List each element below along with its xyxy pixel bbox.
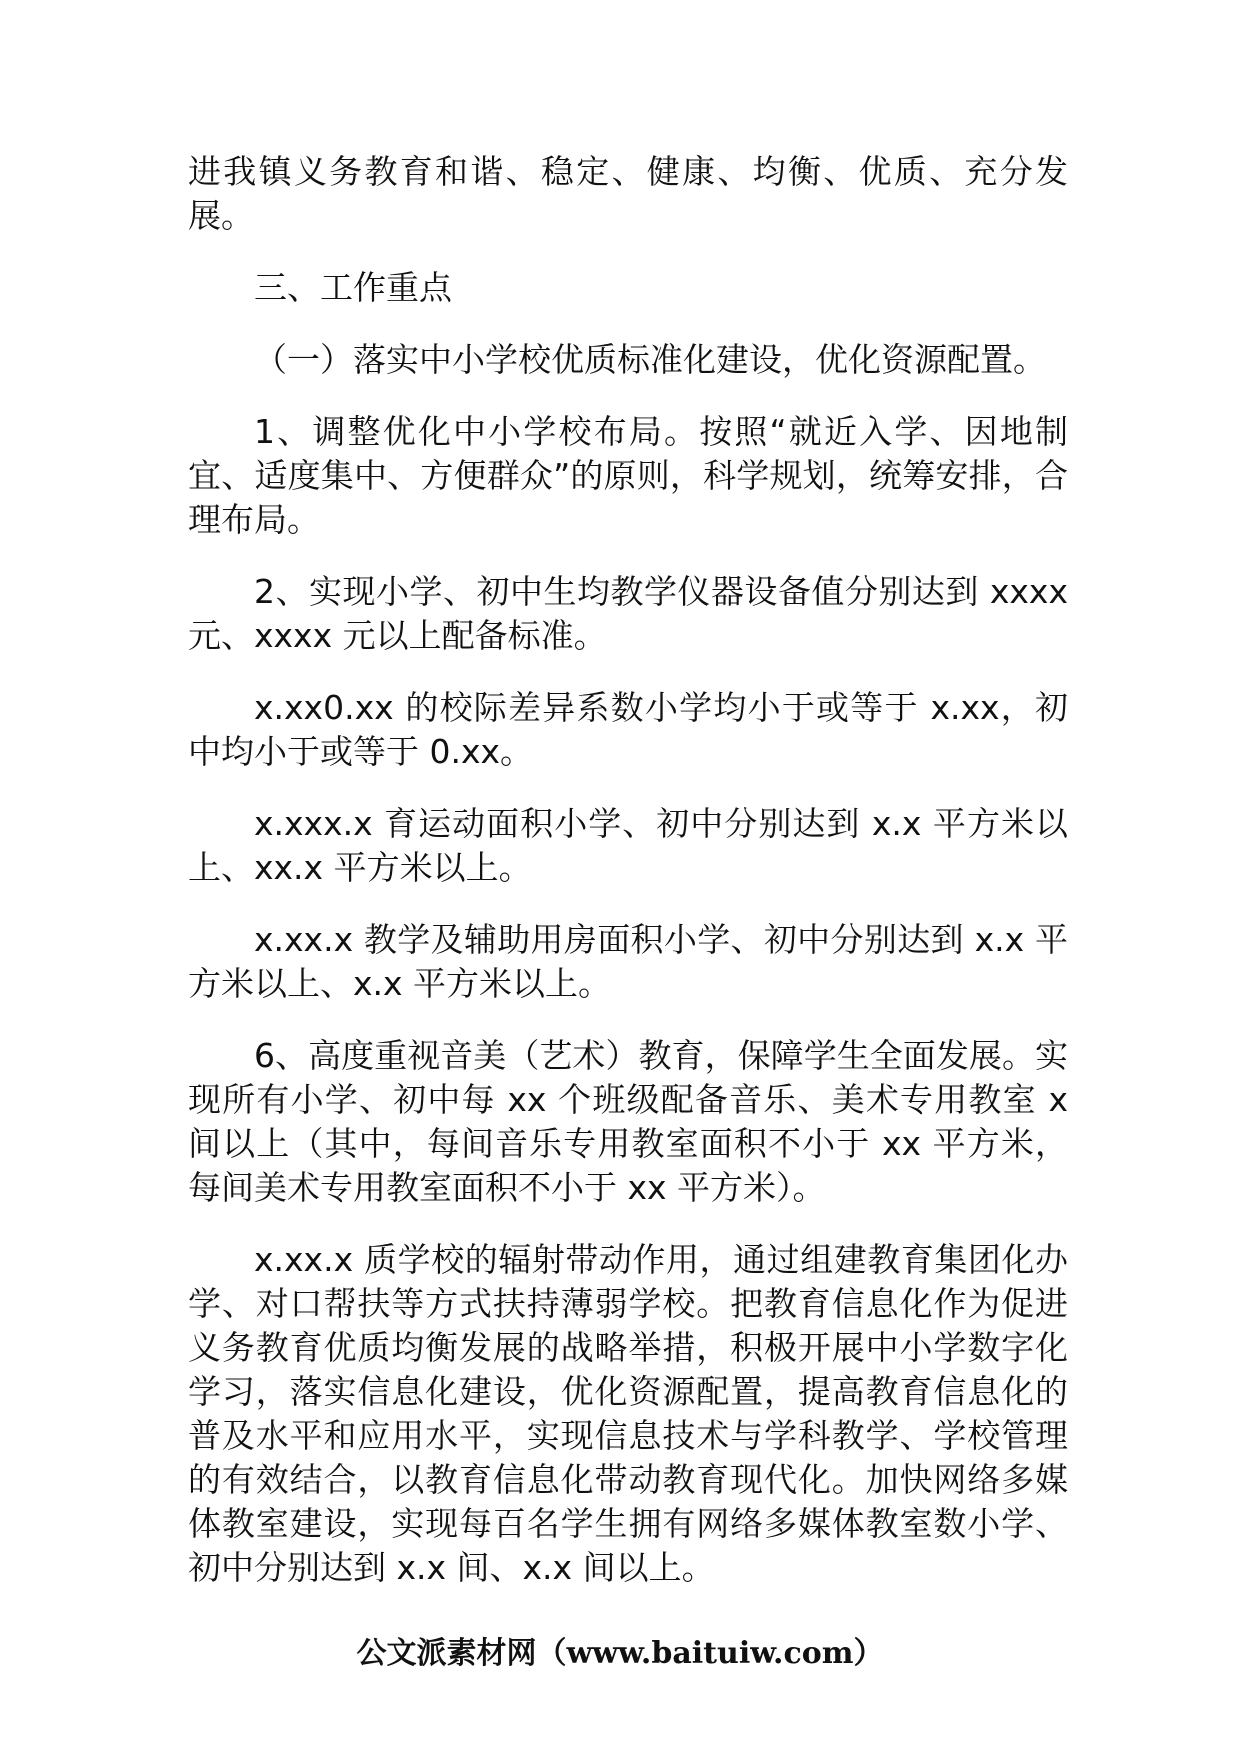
footer-watermark: 公文派素材网（www.baituiw.com）	[356, 1636, 884, 1671]
document-body	[188, 150, 1068, 1618]
paragraph-1: 进我镇义务教育和谐、稳定、健康、均衡、优质、充分发展。	[188, 152, 1068, 235]
paragraph-item-7: x.xx.x 质学校的辐射带动作用，通过组建教育集团化办学、对口帮扶等方式扶持薄弱学校。把教育信息化作为促进义务教育优质均衡发展的战略举措，积极开展中小学数字化学习，落实信息化建设，优化资源配置，提高教育信息化的普及水平和应用水平，实现信息技术与学科教学、学校管理的有效结合，以教育信息化带动教育现代化。加快网络多媒体教室建设，实现每百名学生拥有网络多媒体教室数小学、初中分别达到 x.x 间、x.x 间以上。	[188, 1240, 1068, 1587]
paragraph-item-2: 2、实现小学、初中生均教学仪器设备值分别达到 xxxx 元、xxxx 元以上配备标准。	[188, 572, 1068, 655]
subsection-heading: （一）落实中小学校优质标准化建设，优化资源配置。	[254, 340, 1046, 379]
paragraph-item-4: x.xxx.x 育运动面积小学、初中分别达到 x.x 平方米以上、xx.x 平方米以上。	[188, 804, 1068, 887]
paragraph-item-6: 6、高度重视音美（艺术）教育，保障学生全面发展。实现所有小学、初中每 xx 个班级配备音乐、美术专用教室 x 间以上（其中，每间音乐专用教室面积不小于 xx 平方米，每间美术专用教室面积不小于 xx 平方米）。	[188, 1036, 1068, 1207]
paragraph-item-5: x.xx.x 教学及辅助用房面积小学、初中分别达到 x.x 平方米以上、x.x 平方米以上。	[188, 920, 1068, 1003]
section-heading: 三、工作重点	[254, 268, 452, 307]
paragraph-item-3: x.xx0.xx 的校际差异系数小学均小于或等于 x.xx，初中均小于或等于 0.xx。	[188, 688, 1068, 771]
paragraph-item-1: 1、调整优化中小学校布局。按照“就近入学、因地制宜、适度集中、方便群众”的原则，科学规划，统筹安排，合理布局。	[188, 412, 1068, 539]
